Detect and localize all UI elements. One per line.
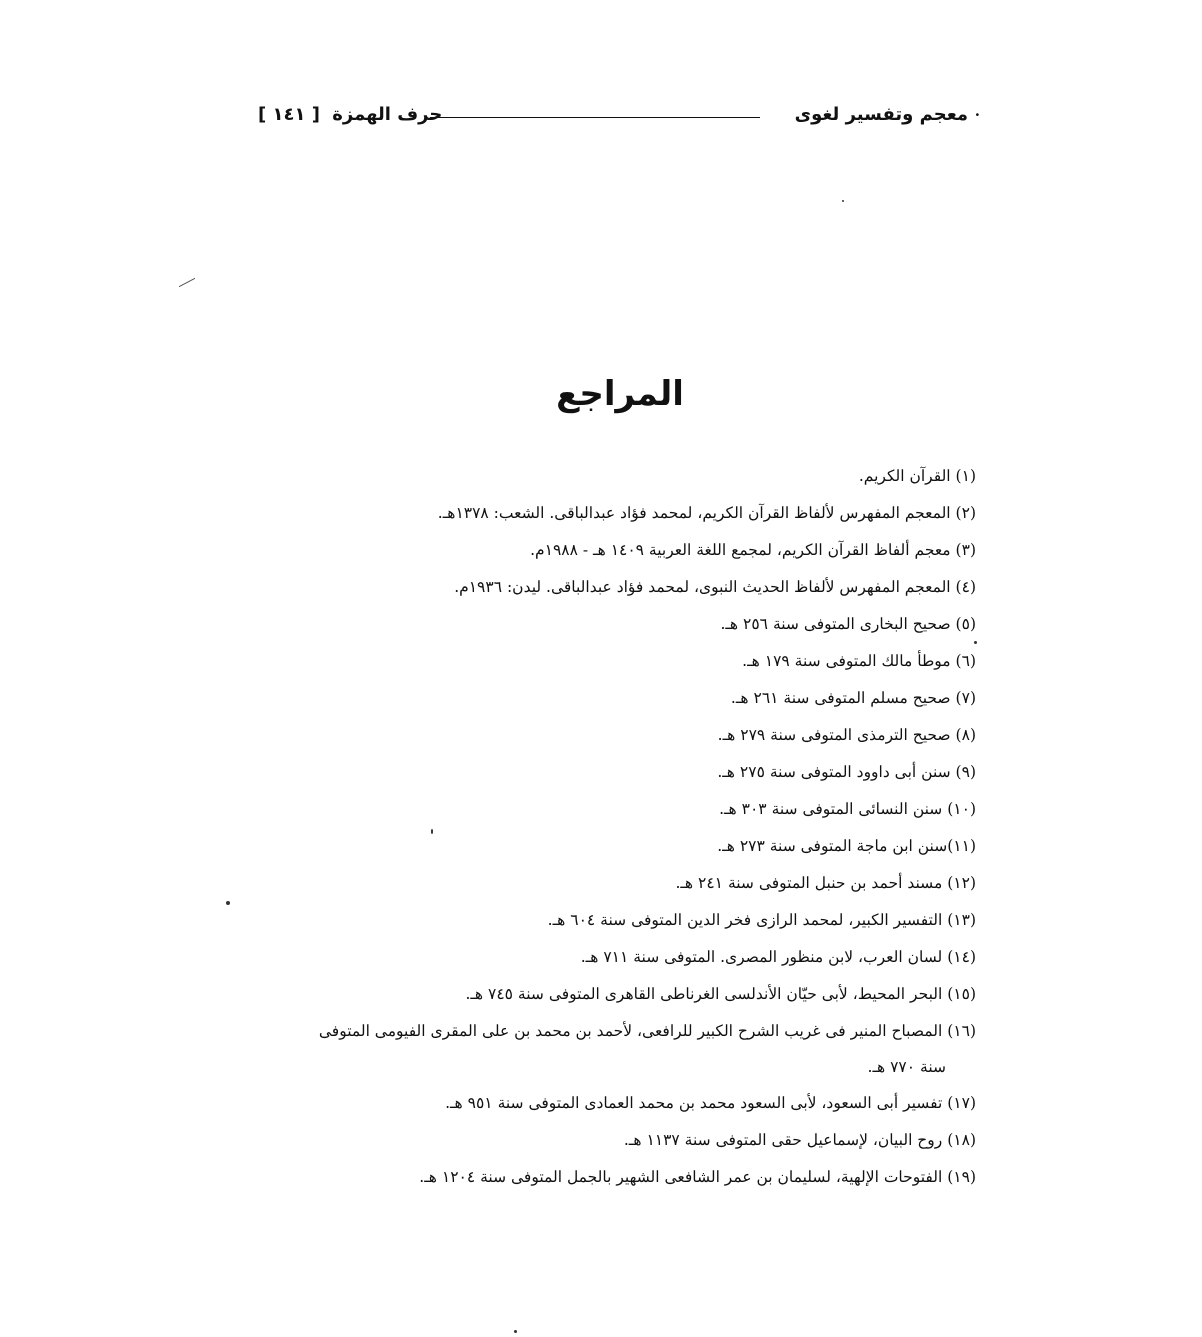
reference-number: (١٥) [947, 985, 976, 1003]
reference-number: (٨) [955, 726, 976, 744]
reference-number: (١٤) [947, 948, 976, 966]
reference-text: المعجم المفهرس لألفاظ الحديث النبوى، لمحمد فؤاد عبدالباقى. ليدن: ١٩٣٦م. [454, 578, 951, 596]
book-title: معجم وتفسير لغوى [794, 104, 968, 125]
section-title: حرف الهمزة [332, 104, 443, 125]
reference-text: معجم ألفاظ القرآن الكريم، لمجمع اللغة العربية ١٤٠٩ هـ - ١٩٨٨م. [530, 541, 951, 559]
reference-number: (١٧) [947, 1094, 976, 1112]
reference-item [252, 865, 976, 902]
reference-text: روح البيان، لإسماعيل حقى المتوفى سنة ١١٣٧ هـ. [623, 1131, 943, 1149]
header-section-group [258, 104, 442, 125]
reference-item [252, 1085, 976, 1122]
reference-text: البحر المحيط، لأبى حيّان الأندلسى الغرناطى القاهرى المتوفى سنة ٧٤٥ هـ. [465, 985, 943, 1003]
reference-text: سنن أبى داوود المتوفى سنة ٢٧٥ هـ. [717, 763, 951, 781]
scan-speck [514, 1330, 517, 1333]
reference-item [252, 1122, 976, 1159]
scan-speck [974, 641, 977, 644]
reference-number: (٤) [955, 578, 976, 596]
reference-number: (٥) [955, 615, 976, 633]
reference-item [252, 791, 976, 828]
reference-text: مسند أحمد بن حنبل المتوفى سنة ٢٤١ هـ. [675, 874, 943, 892]
reference-text: تفسير أبى السعود، لأبى السعود محمد بن محمد العمادى المتوفى سنة ٩٥١ هـ. [445, 1094, 943, 1112]
reference-item [252, 458, 976, 495]
reference-number: (١٠) [947, 800, 976, 818]
reference-text: القرآن الكريم. [858, 467, 951, 485]
reference-text: لسان العرب، لابن منظور المصرى. المتوفى سنة ٧١١ هـ. [580, 948, 943, 966]
scan-speck [431, 829, 433, 834]
reference-text: صحيح البخارى المتوفى سنة ٢٥٦ هـ. [720, 615, 951, 633]
page-title: المراجع [556, 374, 684, 414]
reference-number: (٢) [955, 504, 976, 522]
reference-text: الفتوحات الإلهية، لسليمان بن عمر الشافعى الشهير بالجمل المتوفى سنة ١٢٠٤ هـ. [419, 1168, 943, 1186]
reference-item [252, 1013, 976, 1085]
reference-text: التفسير الكبير، لمحمد الرازى فخر الدين المتوفى سنة ٦٠٤ هـ. [547, 911, 943, 929]
scan-stroke-mark [179, 278, 195, 287]
reference-text: موطأ مالك المتوفى سنة ١٧٩ هـ. [742, 652, 951, 670]
reference-number: (٧) [955, 689, 976, 707]
scan-speck [842, 200, 844, 202]
reference-number: (١٨) [947, 1131, 976, 1149]
reference-item [252, 643, 976, 680]
reference-number: (١) [955, 467, 976, 485]
header-rule [430, 117, 760, 118]
reference-item [252, 828, 976, 865]
reference-number: (٦) [955, 652, 976, 670]
reference-item [252, 680, 976, 717]
reference-item [252, 717, 976, 754]
reference-text: صحيح مسلم المتوفى سنة ٢٦١ هـ. [730, 689, 951, 707]
reference-number: (١٣) [947, 911, 976, 929]
reference-item [252, 939, 976, 976]
reference-text: صحيح الترمذى المتوفى سنة ٢٧٩ هـ. [717, 726, 951, 744]
page-number: [ ١٤١ ] [258, 104, 320, 125]
reference-number: (٣) [955, 541, 976, 559]
header-dot: · [974, 106, 980, 124]
page-header [258, 104, 980, 130]
reference-number: (٩) [955, 763, 976, 781]
references-list [252, 458, 976, 1196]
reference-item [252, 495, 976, 532]
reference-number: (١٦) [947, 1022, 976, 1040]
reference-text: المصباح المنير فى غريب الشرح الكبير للرافعى، لأحمد بن محمد بن على المقرى الفيومى المتوفى [318, 1022, 943, 1040]
reference-item [252, 532, 976, 569]
reference-item [252, 606, 976, 643]
reference-item [252, 976, 976, 1013]
reference-text: المعجم المفهرس لألفاظ القرآن الكريم، لمحمد فؤاد عبدالباقى. الشعب: ١٣٧٨هـ. [437, 504, 951, 522]
reference-item [252, 754, 976, 791]
reference-text: سنن النسائى المتوفى سنة ٣٠٣ هـ. [719, 800, 943, 818]
reference-item [252, 1159, 976, 1196]
reference-number: (١٢) [947, 874, 976, 892]
scan-speck [226, 901, 230, 905]
reference-text: سنن ابن ماجة المتوفى سنة ٢٧٣ هـ. [717, 837, 948, 855]
reference-item [252, 569, 976, 606]
reference-number: (١٩) [947, 1168, 976, 1186]
reference-number: (١١) [947, 837, 976, 855]
reference-item [252, 902, 976, 939]
reference-continuation: سنة ٧٧٠ هـ. [867, 1058, 946, 1076]
